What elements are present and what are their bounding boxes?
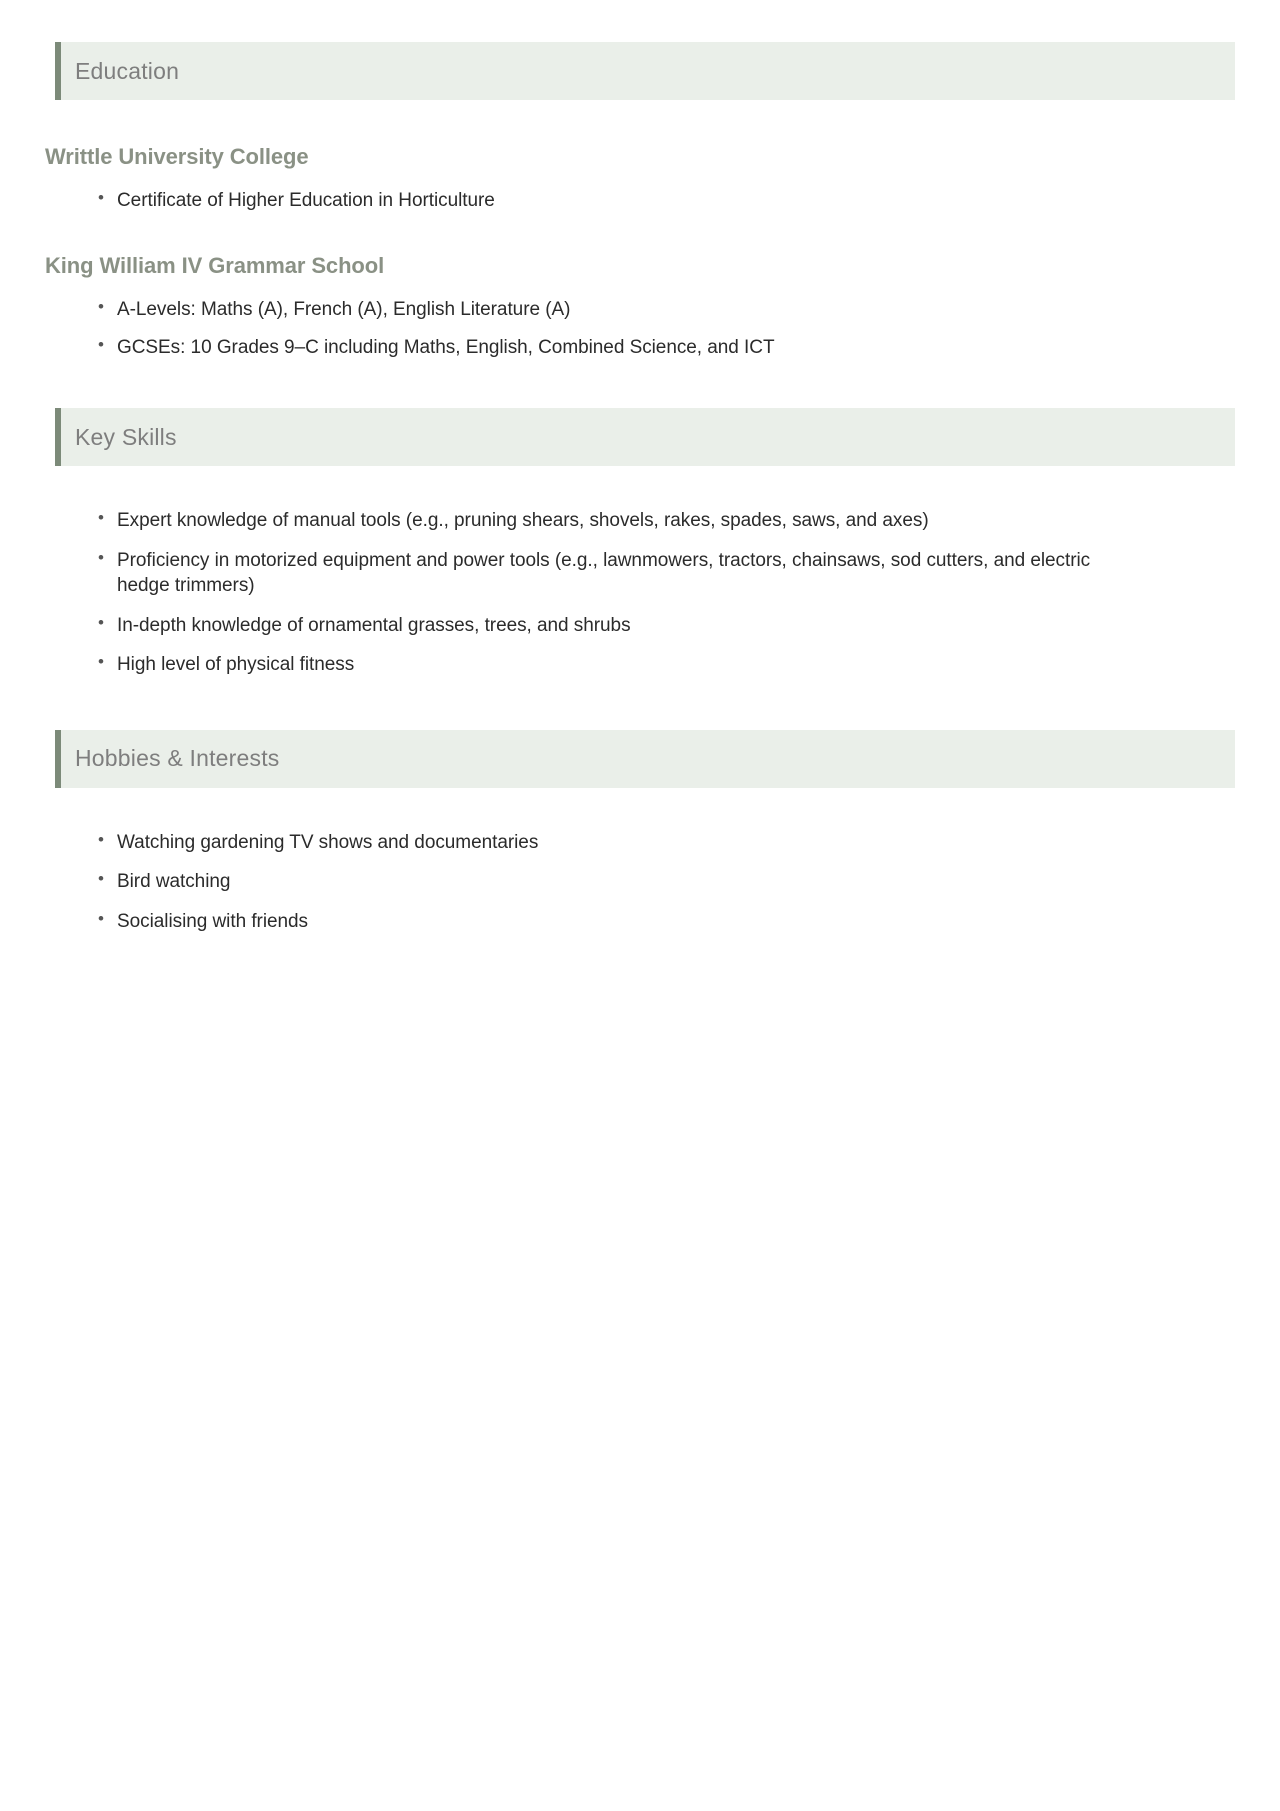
spacer-before-hobbies [45,678,1235,730]
list-item: • Socialising with friends [45,909,1235,934]
spacer-heading [45,279,1235,297]
spacer-education-banner [45,100,1235,144]
list-item: • High level of physical fitness [45,652,1235,677]
list-item: • Proficiency in motorized equipment and power tools (e.g., lawnmowers, tractors, chainsaws, sod cutters, and electric hedge trimmers) [45,548,1117,599]
list-item: • In-depth knowledge of ornamental grasses, trees, and shrubs [45,613,1235,638]
education-institution-name: King William IV Grammar School [45,253,385,279]
section-title-hobbies-interests: Hobbies & Interests [75,745,280,772]
section-banner-education [55,42,1235,100]
list-item: • Watching gardening TV shows and documentaries [45,830,1235,855]
section-title-education: Education [75,57,180,84]
top-spacer [45,0,1235,42]
hobbies-list [45,830,1235,934]
list-item: • GCSEs: 10 Grades 9–C including Maths, English, Combined Science, and ICT [45,335,1235,360]
spacer-before-key-skills [45,360,1235,408]
spacer-key-skills-banner [45,466,1235,508]
education-entry-king-william [45,253,1235,360]
spacer-heading [45,170,1235,188]
education-item-list [45,297,1235,360]
list-item: • Certificate of Higher Education in Horticulture [45,188,1235,213]
education-entry-writtle [45,144,1235,213]
list-item: • Bird watching [45,869,1235,894]
key-skills-list [45,508,1235,677]
list-item: • Expert knowledge of manual tools (e.g., pruning shears, shovels, rakes, spades, saws, and axes) [45,508,1235,533]
section-title-key-skills: Key Skills [75,423,177,450]
education-item-list [45,188,1235,213]
section-banner-key-skills [55,408,1235,466]
list-item: • A-Levels: Maths (A), French (A), English Literature (A) [45,297,1235,322]
section-banner-hobbies-interests [55,730,1235,788]
spacer-hobbies-banner [45,788,1235,830]
spacer-between-education-entries [45,213,1235,253]
education-institution-name: Writtle University College [45,144,309,169]
